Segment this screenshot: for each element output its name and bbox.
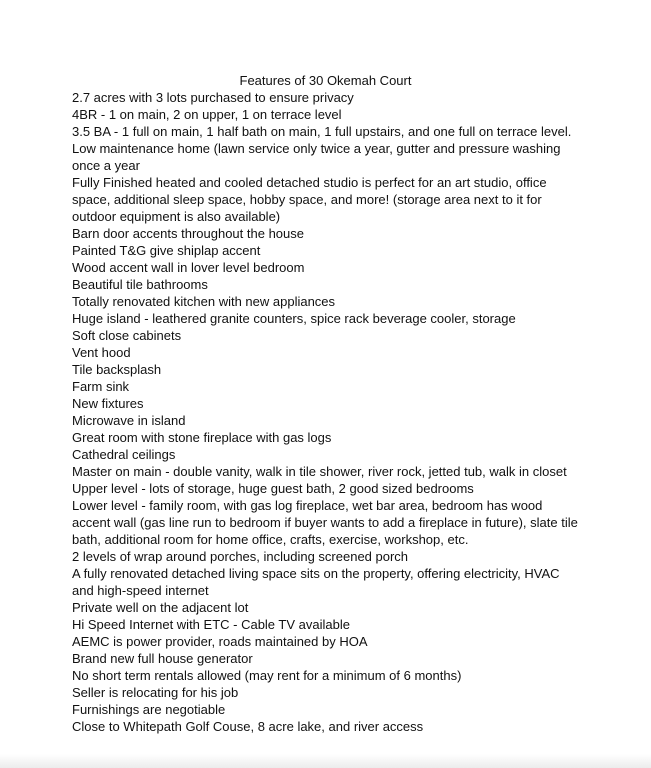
- feature-line-13: Totally renovated kitchen with new appliances: [72, 294, 336, 309]
- feature-line-29: A fully renovated detached living space sits on the property, offering electricity, HVAC: [72, 566, 560, 581]
- feature-line-17: Tile backsplash: [72, 362, 162, 377]
- feature-line-30: and high-speed internet: [72, 583, 209, 598]
- feature-line-1: 2.7 acres with 3 lots purchased to ensure privacy: [72, 90, 354, 105]
- feature-line-7: space, additional sleep space, hobby space, and more! (storage area next to it for: [72, 192, 542, 207]
- feature-line-31: Private well on the adjacent lot: [72, 600, 249, 615]
- feature-line-2: 4BR - 1 on main, 2 on upper, 1 on terrace level: [72, 107, 342, 122]
- feature-line-21: Great room with stone fireplace with gas logs: [72, 430, 332, 445]
- feature-line-4: Low maintenance home (lawn service only twice a year, gutter and pressure washing: [72, 141, 561, 156]
- feature-line-6: Fully Finished heated and cooled detached studio is perfect for an art studio, office: [72, 175, 547, 190]
- feature-line-34: Brand new full house generator: [72, 651, 253, 666]
- feature-line-27: bath, additional room for home office, crafts, exercise, workshop, etc.: [72, 532, 469, 547]
- feature-line-20: Microwave in island: [72, 413, 186, 428]
- feature-line-26: accent wall (gas line run to bedroom if buyer wants to add a fireplace in future), slate tile: [72, 515, 578, 530]
- feature-line-24: Upper level - lots of storage, huge guest bath, 2 good sized bedrooms: [72, 481, 474, 496]
- feature-line-16: Vent hood: [72, 345, 131, 360]
- feature-line-18: Farm sink: [72, 379, 130, 394]
- feature-line-32: Hi Speed Internet with ETC - Cable TV available: [72, 617, 350, 632]
- feature-line-38: Close to Whitepath Golf Couse, 8 acre lake, and river access: [72, 719, 424, 734]
- feature-line-12: Beautiful tile bathrooms: [72, 277, 208, 292]
- feature-line-25: Lower level - family room, with gas log fireplace, wet bar area, bedroom has wood: [72, 498, 543, 513]
- feature-line-23: Master on main - double vanity, walk in tile shower, river rock, jetted tub, walk in closet: [72, 464, 567, 479]
- document-title: Features of 30 Okemah Court: [239, 73, 412, 88]
- feature-list: [72, 89, 582, 735]
- feature-line-35: No short term rentals allowed (may rent for a minimum of 6 months): [72, 668, 462, 683]
- feature-line-36: Seller is relocating for his job: [72, 685, 239, 700]
- feature-line-14: Huge island - leathered granite counters, spice rack beverage cooler, storage: [72, 311, 516, 326]
- feature-line-22: Cathedral ceilings: [72, 447, 176, 462]
- feature-line-33: AEMC is power provider, roads maintained by HOA: [72, 634, 368, 649]
- feature-line-19: New fixtures: [72, 396, 144, 411]
- feature-line-8: outdoor equipment is also available): [72, 209, 281, 224]
- feature-line-5: once a year: [72, 158, 140, 173]
- feature-line-3: 3.5 BA - 1 full on main, 1 half bath on main, 1 full upstairs, and one full on terrace level.: [72, 124, 572, 139]
- feature-line-10: Painted T&G give shiplap accent: [72, 243, 261, 258]
- feature-line-28: 2 levels of wrap around porches, including screened porch: [72, 549, 409, 564]
- feature-line-37: Furnishings are negotiable: [72, 702, 226, 717]
- page-bottom-shadow: [0, 754, 651, 768]
- feature-line-11: Wood accent wall in lover level bedroom: [72, 260, 305, 275]
- feature-line-15: Soft close cabinets: [72, 328, 182, 343]
- feature-line-9: Barn door accents throughout the house: [72, 226, 304, 241]
